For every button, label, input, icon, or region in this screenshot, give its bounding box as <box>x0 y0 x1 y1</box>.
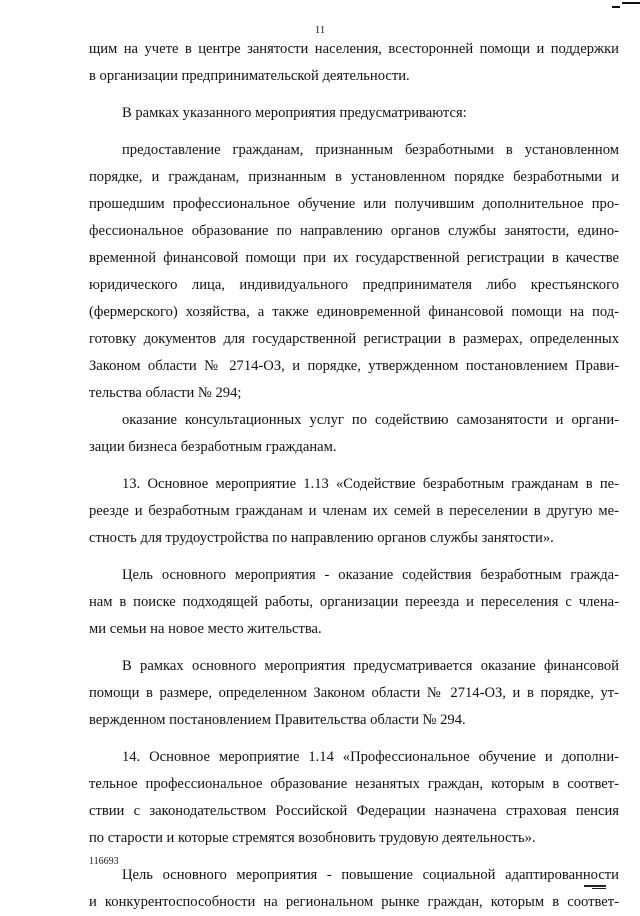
text-line: юридического лица, индивидуального предпринимателя либо крестьянского <box>89 277 619 293</box>
text-line: по старости и которые стремятся возобновить трудовую деятельность». <box>89 830 536 846</box>
text-line: предоставление гражданам, признанным безработными в установленном <box>122 142 619 158</box>
text-line: В рамках основного мероприятия предусматривается оказание финансовой <box>122 658 619 674</box>
text-line: ми семьи на новое место жительства. <box>89 621 322 637</box>
text-line: тельства области № 294; <box>89 385 242 401</box>
text-line: Законом области № 2714-ОЗ, и порядке, утвержденном постановлением Прави- <box>89 358 619 374</box>
text-line: В рамках указанного мероприятия предусматриваются: <box>122 105 467 121</box>
text-line: Цель основного мероприятия - оказание содействия безработным гражда- <box>122 567 619 583</box>
paragraph <box>89 36 619 90</box>
paragraph <box>89 100 619 127</box>
text-line: щим на учете в центре занятости населения, всесторонней помощи и поддержки <box>89 41 619 57</box>
text-line: фессиональное образование по направлению органов службы занятости, едино- <box>89 223 619 239</box>
text-line: и конкурентоспособности на региональном рынке граждан, которым в соответ- <box>89 894 619 910</box>
text-line: (фермерского) хозяйства, а также единовременной финансовой помощи на под- <box>89 304 619 320</box>
scan-corner-mark-top <box>610 0 640 12</box>
text-line: помощи в размере, определенном Законом области № 2714-ОЗ, и в порядке, ут- <box>89 685 619 701</box>
text-line: стность для трудоустройства по направлению органов службы занятости». <box>89 530 554 546</box>
paragraph <box>89 862 619 916</box>
page-number: 11 <box>314 24 326 36</box>
text-line: зации бизнеса безработным гражданам. <box>89 439 337 455</box>
paragraph <box>89 653 619 734</box>
text-line: нам в поиске подходящей работы, организации переезда и переселения с члена- <box>89 594 619 610</box>
text-line: оказание консультационных услуг по содействию самозанятости и органи- <box>122 412 619 428</box>
text-line: ствии с законодательством Российской Федерации назначена страховая пенсия <box>89 803 619 819</box>
text-line: реезде и безработным гражданам и членам их семей в переселении в другую ме- <box>89 503 619 519</box>
paragraph <box>89 471 619 552</box>
text-line: порядке, и гражданам, признанным в установленном порядке безработными и <box>89 169 619 185</box>
paragraph <box>89 744 619 852</box>
text-line: прошедшим профессиональное обучение или получившим дополнительное про- <box>89 196 619 212</box>
text-line: 13. Основное мероприятие 1.13 «Содействие безработным гражданам в пе- <box>122 476 619 492</box>
paragraph <box>89 562 619 643</box>
text-line: готовку документов для государственной регистрации в размерах, определенных <box>89 331 619 347</box>
document-code: 116693 <box>89 856 119 867</box>
text-line: вержденном постановлением Правительства области № 294. <box>89 712 466 728</box>
text-line: 14. Основное мероприятие 1.14 «Профессиональное обучение и дополни- <box>122 749 619 765</box>
text-line: временной финансовой помощи при их государственной регистрации в качестве <box>89 250 619 266</box>
paragraph <box>89 407 619 461</box>
text-line: Цель основного мероприятия - повышение социальной адаптированности <box>122 867 619 883</box>
scan-corner-mark-bottom <box>584 885 612 891</box>
body-text <box>89 36 619 916</box>
text-line: тельное профессиональное образование незанятых граждан, которым в соответ- <box>89 776 619 792</box>
paragraph <box>89 137 619 407</box>
text-line: в организации предпринимательской деятельности. <box>89 68 410 84</box>
